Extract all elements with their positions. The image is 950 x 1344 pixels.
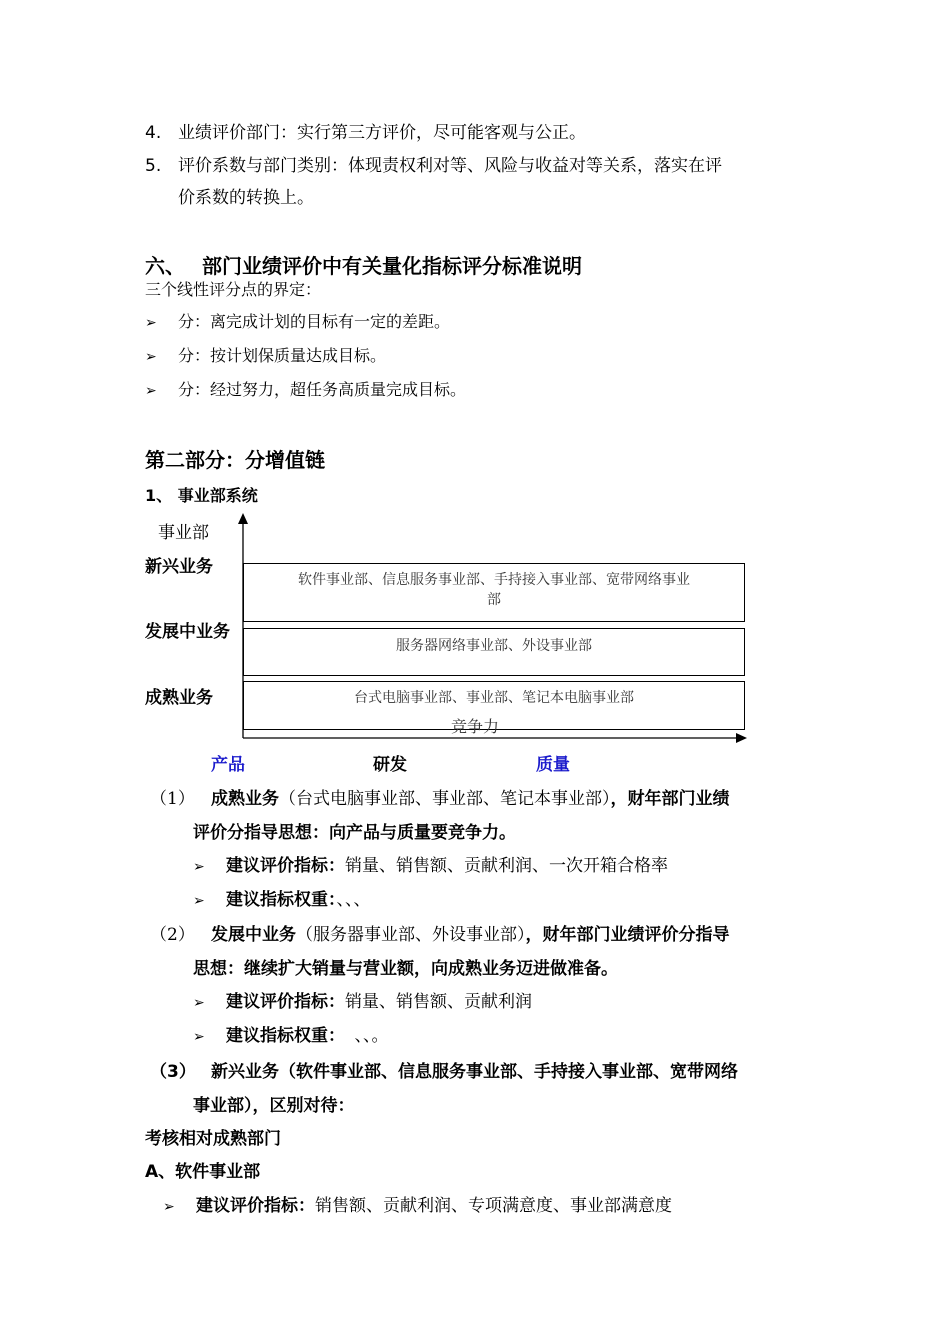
list-item-4 (145, 118, 586, 143)
sub-heading: 考核相对成熟部门 (145, 1129, 281, 1149)
item-number: （2） (150, 925, 195, 945)
bullet-item: ➢ 分：经过努力，超任务高质量完成目标。 (145, 380, 467, 399)
section-intro: 三个线性评分点的界定： (145, 280, 322, 299)
row-box-emerging: 软件事业部、信息服务事业部、手持接入事业部、宽带网络事业 部 (243, 563, 745, 622)
bullet-item: ➢ 分：离完成计划的目标有一定的差距。 (145, 312, 451, 331)
list-item-5 (145, 151, 722, 176)
item-2-cont: 思想：继续扩大销量与营业额，向成熟业务迈进做准备。 (193, 959, 618, 979)
bullet-item: ➢ 建议评价指标：销量、销售额、贡献利润、一次开箱合格率 (193, 856, 668, 876)
list-item-5-cont: 价系数的转换上。 (178, 188, 314, 208)
bullet-item: ➢ 建议评价指标：销售额、贡献利润、专项满意度、事业部满意度 (163, 1196, 672, 1216)
arrow-bullet-icon: ➢ (145, 315, 157, 331)
list-number: 5. (145, 156, 162, 176)
y-axis-label: 事业部 (158, 523, 209, 543)
part-heading: 第二部分：分增值链 (145, 448, 325, 472)
x-category-product: 产品 (211, 755, 245, 775)
item-number: （1） (150, 789, 195, 809)
item-title: 成熟业务 (211, 789, 279, 809)
x-category-quality: 质量 (536, 755, 570, 775)
item-3-cont: 事业部），区别对待： (193, 1096, 355, 1116)
row-box-mature: 台式电脑事业部、事业部、笔记本电脑事业部 (243, 681, 745, 730)
item-1: （1） 成熟业务（台式电脑事业部、事业部、笔记本事业部），财年部门业绩 (150, 784, 730, 809)
section-number: 六、 (145, 254, 185, 278)
arrow-bullet-icon: ➢ (145, 349, 157, 365)
item-title: 发展中业务 (211, 925, 296, 945)
arrow-bullet-icon: ➢ (193, 893, 205, 909)
row-label-developing: 发展中业务 (145, 622, 230, 642)
section-heading (145, 250, 582, 279)
item-3: （3） 新兴业务（软件事业部、信息服务事业部、手持接入事业部、宽带网络 (150, 1057, 738, 1082)
arrow-bullet-icon: ➢ (145, 383, 157, 399)
arrow-bullet-icon: ➢ (193, 995, 205, 1011)
bullet-item: ➢ 建议指标权重： 、、。 (193, 1026, 389, 1046)
row-label-emerging: 新兴业务 (145, 557, 213, 577)
sub-heading: 1、 事业部系统 (145, 486, 258, 505)
bullet-item: ➢ 建议指标权重：、、、 (193, 890, 371, 910)
row-label-mature: 成熟业务 (145, 688, 213, 708)
arrow-bullet-icon: ➢ (193, 1029, 205, 1045)
x-category-rnd: 研发 (373, 755, 407, 775)
item-2: （2） 发展中业务（服务器事业部、外设事业部），财年部门业绩评价分指导 (150, 920, 730, 945)
row-box-developing: 服务器网络事业部、外设事业部 (243, 628, 745, 676)
item-1-cont: 评价分指导思想：向产品与质量要竞争力。 (193, 823, 516, 843)
section-title: 部门业绩评价中有关量化指标评分标准说明 (202, 254, 582, 278)
arrow-bullet-icon: ➢ (193, 859, 205, 875)
item-number: （3） (150, 1062, 196, 1082)
x-axis-label: 竞争力 (451, 717, 500, 736)
arrow-bullet-icon: ➢ (163, 1199, 175, 1215)
sub-heading: A、软件事业部 (145, 1162, 261, 1182)
bullet-item: ➢ 建议评价指标：销量、销售额、贡献利润 (193, 992, 532, 1012)
list-text: 业绩评价部门：实行第三方评价，尽可能客观与公正。 (178, 123, 586, 143)
list-text: 评价系数与部门类别：体现责权利对等、风险与收益对等关系，落实在评 (178, 156, 722, 176)
bullet-item: ➢ 分：按计划保质量达成目标。 (145, 346, 387, 365)
list-number: 4. (145, 123, 162, 143)
